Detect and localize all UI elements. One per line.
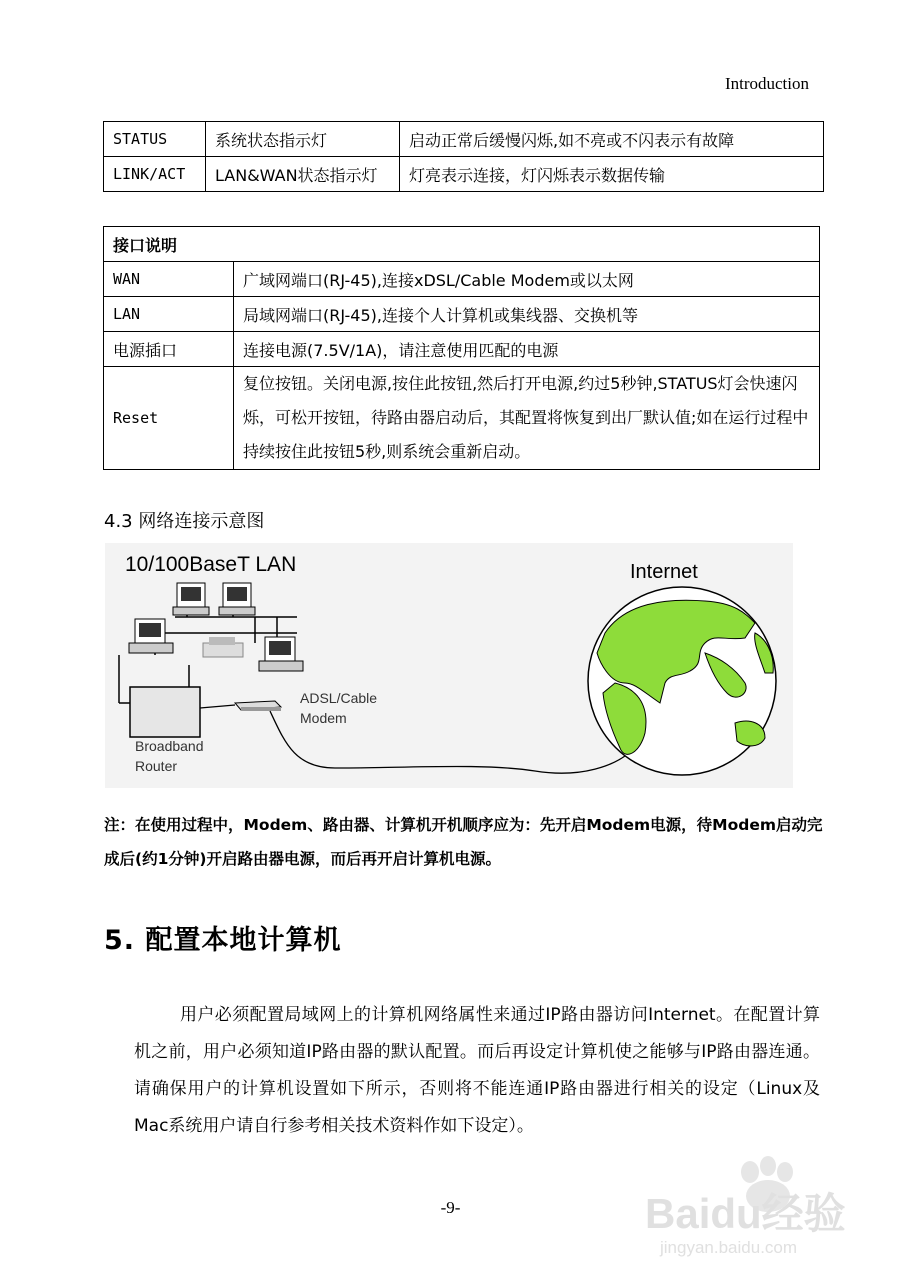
table-row xyxy=(104,332,820,367)
table-row xyxy=(104,122,824,157)
lan-label: 10/100BaseT LAN xyxy=(125,553,297,576)
modem-icon xyxy=(235,701,281,711)
led-label: LAN&WAN状态指示灯 xyxy=(206,157,400,192)
modem-label: Modem xyxy=(300,710,347,726)
led-name: STATUS xyxy=(104,122,206,157)
led-name: LINK/ACT xyxy=(104,157,206,192)
baidu-watermark xyxy=(640,1150,860,1260)
table-header-row xyxy=(104,227,820,262)
led-desc: 灯亮表示连接，灯闪烁表示数据传输 xyxy=(400,157,824,192)
internet-label: Internet xyxy=(630,561,698,583)
network-diagram xyxy=(105,543,793,788)
body-paragraph: 用户必须配置局域网上的计算机网络属性来通过IP路由器访问Internet。在配置计算机之前，用户必须知道IP路由器的默认配置。而后再设定计算机使之能够与IP路由器连通。请确保用户的计算机设置如下所示，否则将不能连通IP路由器进行相关的设定（Linux及Mac系统用户请自行参考相关技术资料作如下设定）。 xyxy=(134,1005,820,1136)
note-text: 注：在使用过程中，Modem、路由器、计算机开机顺序应为：先开启Modem电源，待Modem启动完成后(约1分钟)开启路由器电源，而后再开启计算机电源。 xyxy=(104,816,823,868)
modem-label: ADSL/Cable xyxy=(300,690,378,706)
port-table-title: 接口说明 xyxy=(104,227,820,262)
port-desc: 局域网端口(RJ-45),连接个人计算机或集线器、交换机等 xyxy=(234,297,820,332)
port-desc: 复位按钮。关闭电源,按住此按钮,然后打开电源,约过5秒钟,STATUS灯会快速闪烁，可松开按钮，待路由器启动后，其配置将恢复到出厂默认值;如在运行过程中持续按住此按钮5秒,则系统会重新启动。 xyxy=(234,367,820,470)
page-header: Introduction xyxy=(724,74,809,93)
router-label: Broadband xyxy=(135,738,204,754)
router-label: Router xyxy=(135,758,178,774)
port-desc: 广域网端口(RJ-45),连接xDSL/Cable Modem或以太网 xyxy=(234,262,820,297)
table-row xyxy=(104,297,820,332)
watermark-url: jingyan.baidu.com xyxy=(660,1238,798,1257)
led-desc: 启动正常后缓慢闪烁,如不亮或不闪表示有故障 xyxy=(400,122,824,157)
section-heading-4-3: 4.3 网络连接示意图 xyxy=(104,511,265,532)
led-table xyxy=(103,121,824,192)
computer-icon xyxy=(173,583,209,615)
watermark-brand: Baidu经验 xyxy=(645,1190,846,1237)
table-row xyxy=(104,262,820,297)
router-icon xyxy=(130,687,200,737)
port-name: 电源插口 xyxy=(104,332,234,367)
port-name: WAN xyxy=(104,262,234,297)
page-number: -9- xyxy=(440,1198,461,1217)
table-row xyxy=(104,367,820,470)
table-row xyxy=(104,157,824,192)
computer-icon xyxy=(219,583,255,615)
port-table xyxy=(103,226,820,470)
port-name: Reset xyxy=(104,367,234,470)
port-name: LAN xyxy=(104,297,234,332)
section-heading-5: 5. 配置本地计算机 xyxy=(104,925,342,956)
globe-icon xyxy=(588,587,776,775)
led-label: 系统状态指示灯 xyxy=(206,122,400,157)
port-desc: 连接电源(7.5V/1A)，请注意使用匹配的电源 xyxy=(234,332,820,367)
